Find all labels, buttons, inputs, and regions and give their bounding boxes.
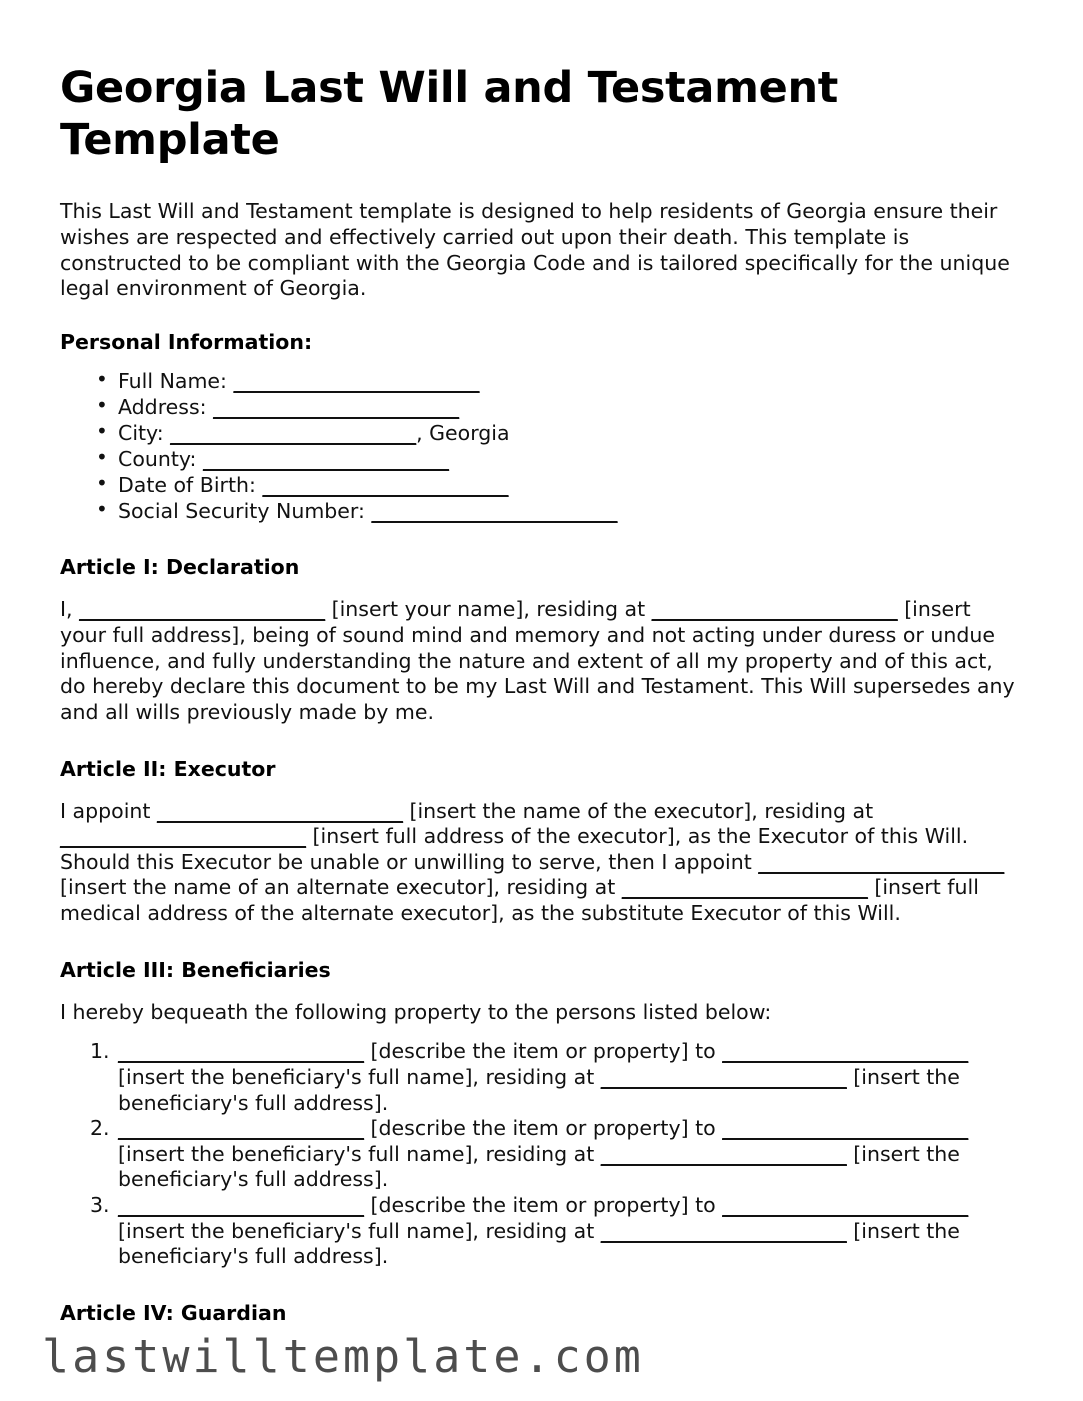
fill-in-blank[interactable]: ________________________ xyxy=(118,1116,364,1141)
personal-info-label: Full Name: xyxy=(118,369,227,394)
article-heading: Article II: Executor xyxy=(60,756,276,781)
static-text-run: I appoint xyxy=(60,798,157,823)
fill-in-blank[interactable]: ________________________ xyxy=(758,849,1005,874)
site-watermark: lastwilltemplate.com xyxy=(42,1330,644,1383)
static-text-run: [insert your full address], being of sound mind and memory and not acting under duress or undue influence, and fully understanding the nature and extent of all my property and of this act, do hereby declare this document to be my Last Will and Testament. This Will supersedes any and all wills previously made by me. xyxy=(60,597,1015,724)
static-text-run: [insert your name], residing at xyxy=(325,597,652,622)
article-heading: Article III: Beneficiaries xyxy=(60,957,331,982)
personal-info-item xyxy=(96,394,1022,420)
page-title: Georgia Last Will and Testament Template xyxy=(60,63,839,166)
personal-info-label: Social Security Number: xyxy=(118,499,365,524)
personal-information-heading: Personal Information: xyxy=(60,330,313,355)
static-text-run: [describe the item or property] to xyxy=(364,1116,723,1141)
fill-in-blank[interactable]: ________________________ xyxy=(60,824,306,849)
fill-in-blank[interactable]: ________________________ xyxy=(722,1116,969,1141)
article-body xyxy=(60,781,1022,927)
static-text-run: [insert the beneficiary's full address]. xyxy=(118,1218,960,1269)
fill-in-blank[interactable]: ________________________ xyxy=(202,447,449,472)
static-text-run: [insert full address of the executor], as the Executor of this Will. Should this Executor be unable or unwilling to serve, then I appoint xyxy=(60,824,969,874)
static-text-run: [insert the beneficiary's full name], residing at xyxy=(118,1141,601,1166)
static-text-run: [insert the beneficiary's full name], residing at xyxy=(118,1064,601,1089)
fill-in-blank[interactable]: ________________________ xyxy=(262,473,509,498)
fill-in-blank[interactable]: ________________________ xyxy=(118,1039,364,1064)
beneficiary-list-item xyxy=(90,1039,1022,1116)
static-text-run: [insert the name of the executor], residing at xyxy=(402,798,874,823)
personal-info-item xyxy=(96,368,1022,394)
fill-in-blank[interactable]: ________________________ xyxy=(170,421,417,446)
beneficiary-list-item xyxy=(90,1193,1022,1270)
personal-info-label: Address: xyxy=(118,395,207,420)
fill-in-blank[interactable]: ________________________ xyxy=(233,369,480,394)
personal-info-item xyxy=(96,446,1022,472)
beneficiary-list xyxy=(60,1025,1022,1270)
fill-in-blank[interactable]: ________________________ xyxy=(600,1064,847,1089)
article-lead-text: I hereby bequeath the following property to the persons listed below: xyxy=(60,999,772,1024)
personal-info-item xyxy=(96,420,1022,446)
article-heading: Article I: Declaration xyxy=(60,555,300,580)
fill-in-blank[interactable]: ________________________ xyxy=(600,1141,847,1166)
personal-info-label: City: xyxy=(118,421,164,446)
personal-info-item xyxy=(96,472,1022,498)
personal-information-list xyxy=(60,354,1022,524)
intro-paragraph: This Last Will and Testament template is designed to help residents of Georgia ensure their wishes are respected and effectively carried out upon their death. This template is constructed to be compliant with the Georgia Code and is tailored specifically for the unique legal environment of Georgia. xyxy=(60,198,1010,301)
static-text-run: [insert full medical address of the alternate executor], as the substitute Executor of this Will. xyxy=(60,875,979,926)
fill-in-blank[interactable]: ________________________ xyxy=(621,875,868,900)
fill-in-blank[interactable]: ________________________ xyxy=(722,1193,969,1218)
article-body xyxy=(60,579,1022,725)
fill-in-blank[interactable]: ________________________ xyxy=(118,1193,364,1218)
article-heading: Article IV: Guardian xyxy=(60,1300,287,1325)
fill-in-blank[interactable]: ________________________ xyxy=(651,597,898,622)
fill-in-blank[interactable]: ________________________ xyxy=(156,798,403,823)
fill-in-blank[interactable]: ________________________ xyxy=(600,1218,847,1243)
static-text-run: [insert the beneficiary's full address]. xyxy=(118,1141,960,1192)
static-text-run: [insert the beneficiary's full name], residing at xyxy=(118,1218,601,1243)
beneficiary-list-item xyxy=(90,1116,1022,1193)
static-text-run: [describe the item or property] to xyxy=(364,1193,723,1218)
personal-info-item xyxy=(96,498,1022,524)
static-text-run: I, xyxy=(60,597,80,622)
static-text-run: [describe the item or property] to xyxy=(364,1039,723,1064)
articles-container xyxy=(60,524,1022,1325)
static-text-run: [insert the beneficiary's full address]. xyxy=(118,1064,960,1115)
document-content xyxy=(60,0,1022,1325)
personal-info-label: Date of Birth: xyxy=(118,473,256,498)
fill-in-blank[interactable]: ________________________ xyxy=(722,1039,969,1064)
personal-info-label: County: xyxy=(118,447,197,472)
fill-in-blank[interactable]: ________________________ xyxy=(371,499,618,524)
static-text-run: [insert the name of an alternate executor], residing at xyxy=(60,875,622,900)
fill-in-blank[interactable]: ________________________ xyxy=(79,597,326,622)
fill-in-blank[interactable]: ________________________ xyxy=(213,395,460,420)
personal-info-suffix: , Georgia xyxy=(416,421,510,446)
